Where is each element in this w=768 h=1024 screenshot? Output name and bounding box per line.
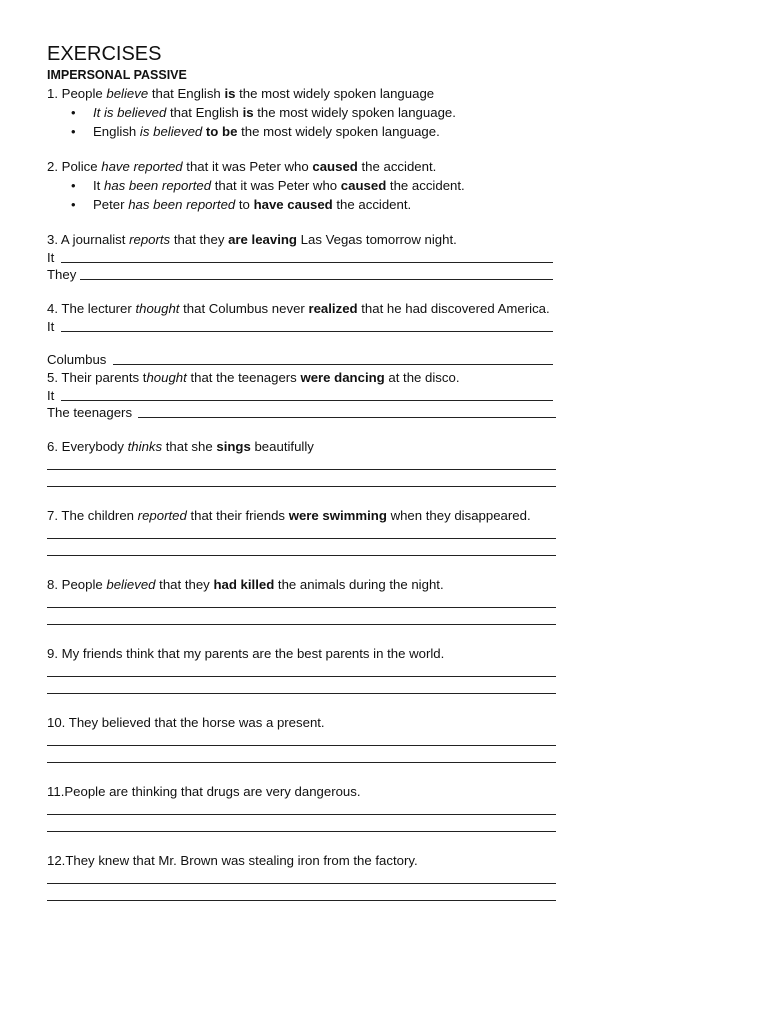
question-11: 11.People are thinking that drugs are very dangerous. (47, 784, 361, 799)
answer-line[interactable]: It (47, 249, 747, 266)
question-3: 3. A journalist reports that they are leaving Las Vegas tomorrow night. (47, 232, 457, 247)
answer-line[interactable]: Columbus (47, 351, 747, 368)
answer-line[interactable] (47, 525, 747, 542)
answer-line[interactable] (47, 663, 747, 680)
page-title: EXERCISES (47, 43, 162, 65)
example-2a: • It has been reported that it was Peter who caused the accident. (47, 176, 747, 195)
question-5: 5. Their parents thought that the teenagers were dancing at the disco. (47, 370, 460, 385)
question-12: 12.They knew that Mr. Brown was stealing iron from the factory. (47, 853, 418, 868)
question-1: 1. People believe that English is the most widely spoken language (47, 86, 435, 101)
answer-line[interactable] (47, 818, 747, 835)
example-1b: • English is believed to be the most widely spoken language. (47, 122, 747, 141)
answer-line[interactable] (47, 887, 747, 904)
answer-line[interactable] (47, 801, 747, 818)
answer-line[interactable] (47, 594, 747, 611)
question-8: 8. People believed that they had killed the animals during the night. (47, 577, 444, 592)
question-10: 10. They believed that the horse was a present. (47, 715, 325, 730)
answer-line[interactable]: It (47, 318, 747, 335)
answer-line[interactable] (47, 680, 747, 697)
section-subtitle: IMPERSONAL PASSIVE (47, 68, 187, 82)
example-2b: • Peter has been reported to have caused the accident. (47, 195, 747, 214)
question-9: 9. My friends think that my parents are the best parents in the world. (47, 646, 445, 661)
example-1a: • It is believed that English is the most widely spoken language. (47, 103, 747, 122)
question-2: 2. Police have reported that it was Peter who caused the accident. (47, 159, 437, 174)
answer-line[interactable] (47, 732, 747, 749)
answer-line[interactable]: The teenagers (47, 404, 747, 421)
answer-line[interactable] (47, 473, 747, 490)
answer-line[interactable] (47, 542, 747, 559)
answer-line[interactable]: They (47, 266, 747, 283)
answer-line[interactable]: It (47, 387, 747, 404)
question-6: 6. Everybody thinks that she sings beautifully (47, 439, 314, 454)
answer-line[interactable] (47, 870, 747, 887)
answer-line[interactable] (47, 749, 747, 766)
worksheet (47, 42, 747, 904)
question-7: 7. The children reported that their friends were swimming when they disappeared. (47, 508, 531, 523)
answer-line[interactable] (47, 456, 747, 473)
question-4: 4. The lecturer thought that Columbus never realized that he had discovered America. (47, 301, 550, 316)
answer-line[interactable] (47, 611, 747, 628)
